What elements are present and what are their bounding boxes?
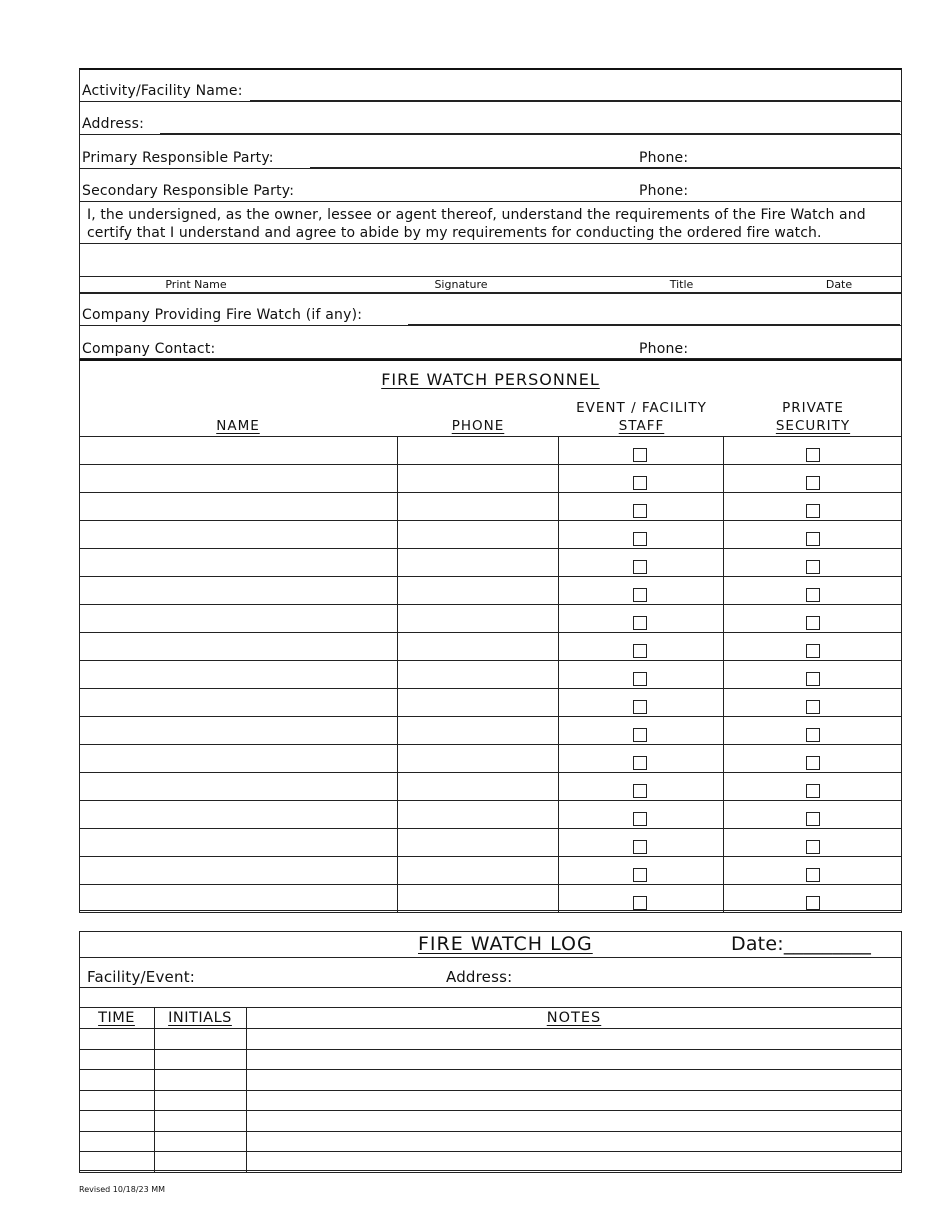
private-security-cell	[724, 437, 902, 465]
personnel-row	[80, 633, 902, 661]
personnel-row	[80, 521, 902, 549]
log-notes-cell[interactable]	[246, 1049, 901, 1070]
log-row	[80, 1131, 902, 1152]
personnel-phone-cell[interactable]	[397, 437, 559, 465]
personnel-row	[80, 605, 902, 633]
personnel-name-cell[interactable]	[80, 521, 398, 549]
log-initials-cell[interactable]	[154, 1090, 246, 1111]
log-row	[80, 1152, 902, 1173]
event-staff-checkbox[interactable]	[633, 476, 647, 490]
address-field[interactable]	[160, 133, 900, 134]
private-security-checkbox[interactable]	[806, 532, 820, 546]
log-notes-cell[interactable]	[246, 1131, 901, 1152]
private-security-checkbox[interactable]	[806, 812, 820, 826]
event-staff-cell	[559, 773, 724, 801]
signature-caption: Signature	[434, 278, 488, 291]
private-security-cell	[724, 577, 902, 605]
event-staff-cell	[559, 437, 724, 465]
event-staff-checkbox[interactable]	[633, 644, 647, 658]
personnel-row	[80, 717, 902, 745]
title-line[interactable]	[605, 276, 752, 277]
personnel-row	[80, 549, 902, 577]
private-security-checkbox[interactable]	[806, 560, 820, 574]
personnel-name-cell[interactable]	[80, 661, 398, 689]
print-name-caption: Print Name	[165, 278, 227, 291]
personnel-row	[80, 745, 902, 773]
event-staff-cell	[559, 661, 724, 689]
private-security-checkbox[interactable]	[806, 728, 820, 742]
event-staff-checkbox[interactable]	[633, 560, 647, 574]
private-security-checkbox[interactable]	[806, 672, 820, 686]
private-security-checkbox[interactable]	[806, 476, 820, 490]
private-security-cell	[724, 689, 902, 717]
company-phone-label: Phone:	[639, 341, 689, 357]
private-security-cell	[724, 633, 902, 661]
log-initials-cell[interactable]	[154, 1111, 246, 1132]
event-staff-cell	[559, 885, 724, 913]
private-security-cell	[724, 773, 902, 801]
log-initials-cell[interactable]	[154, 1049, 246, 1070]
event-staff-cell	[559, 521, 724, 549]
col-event-header-line2: STAFF	[618, 418, 665, 434]
personnel-name-cell[interactable]	[80, 605, 398, 633]
log-row	[80, 1090, 902, 1111]
personnel-phone-cell[interactable]	[397, 549, 559, 577]
event-staff-cell	[559, 745, 724, 773]
print-name-line[interactable]	[84, 276, 308, 277]
personnel-row	[80, 689, 902, 717]
private-security-cell	[724, 521, 902, 549]
log-notes-cell[interactable]	[246, 1090, 901, 1111]
personnel-phone-cell[interactable]	[397, 465, 559, 493]
event-staff-cell	[559, 717, 724, 745]
log-time-cell[interactable]	[80, 1111, 155, 1132]
private-security-cell	[724, 465, 902, 493]
log-row	[80, 1029, 902, 1050]
row-divider	[79, 243, 902, 244]
personnel-name-cell[interactable]	[80, 857, 398, 885]
personnel-phone-cell[interactable]	[397, 857, 559, 885]
revised-note: Revised 10/18/23 MM	[79, 1185, 166, 1194]
event-staff-checkbox[interactable]	[633, 756, 647, 770]
log-initials-cell[interactable]	[154, 1152, 246, 1173]
personnel-row	[80, 437, 902, 465]
event-staff-checkbox[interactable]	[633, 840, 647, 854]
row-divider	[79, 957, 902, 958]
company-providing-label: Company Providing Fire Watch (if any):	[82, 307, 363, 323]
private-security-cell	[724, 549, 902, 577]
log-notes-cell[interactable]	[246, 1070, 901, 1091]
log-address-label: Address:	[446, 968, 513, 986]
private-security-cell	[724, 801, 902, 829]
personnel-row	[80, 465, 902, 493]
personnel-phone-cell[interactable]	[397, 689, 559, 717]
personnel-row	[80, 661, 902, 689]
personnel-row	[80, 801, 902, 829]
address-label: Address:	[82, 116, 145, 132]
log-title: FIRE WATCH LOG	[418, 933, 593, 955]
log-table	[79, 1028, 902, 1173]
personnel-name-cell[interactable]	[80, 493, 398, 521]
personnel-title: FIRE WATCH PERSONNEL	[381, 370, 600, 389]
log-time-cell[interactable]	[80, 1029, 155, 1050]
log-facility-label: Facility/Event:	[87, 968, 196, 986]
private-security-cell	[724, 661, 902, 689]
personnel-phone-cell[interactable]	[397, 521, 559, 549]
col-event-header-line1: EVENT / FACILITY	[576, 400, 707, 416]
event-staff-checkbox[interactable]	[633, 588, 647, 602]
private-security-checkbox[interactable]	[806, 616, 820, 630]
title-caption: Title	[669, 278, 694, 291]
activity-facility-label: Activity/Facility Name:	[82, 83, 243, 99]
log-row	[80, 1111, 902, 1132]
event-staff-cell	[559, 829, 724, 857]
personnel-name-cell[interactable]	[80, 745, 398, 773]
personnel-row	[80, 885, 902, 913]
col-time-header: TIME	[98, 1010, 135, 1026]
event-staff-cell	[559, 605, 724, 633]
personnel-name-cell[interactable]	[80, 465, 398, 493]
personnel-row	[80, 577, 902, 605]
personnel-phone-cell[interactable]	[397, 661, 559, 689]
event-staff-checkbox[interactable]	[633, 812, 647, 826]
row-divider	[79, 101, 902, 102]
section-divider	[79, 292, 902, 294]
activity-facility-field[interactable]	[250, 100, 900, 101]
col-name-header: NAME	[216, 418, 260, 434]
personnel-phone-cell[interactable]	[397, 829, 559, 857]
event-staff-checkbox[interactable]	[633, 504, 647, 518]
row-divider	[79, 201, 902, 202]
row-divider	[79, 325, 902, 326]
event-staff-cell	[559, 633, 724, 661]
personnel-phone-cell[interactable]	[397, 773, 559, 801]
private-security-checkbox[interactable]	[806, 868, 820, 882]
personnel-name-cell[interactable]	[80, 633, 398, 661]
log-time-cell[interactable]	[80, 1152, 155, 1173]
certification-statement: I, the undersigned, as the owner, lessee or agent thereof, understand the requirements of the Fire Watch and certify that I understand and agree to abide by my requirements for conducting the ordered fire watch.	[87, 207, 866, 241]
personnel-phone-cell[interactable]	[397, 633, 559, 661]
personnel-name-cell[interactable]	[80, 885, 398, 913]
private-security-cell	[724, 717, 902, 745]
log-row	[80, 1070, 902, 1091]
personnel-phone-cell[interactable]	[397, 605, 559, 633]
date-line[interactable]	[771, 276, 902, 277]
col-notes-header: NOTES	[546, 1010, 602, 1026]
log-initials-cell[interactable]	[154, 1070, 246, 1091]
log-row	[80, 1049, 902, 1070]
private-security-checkbox[interactable]	[806, 448, 820, 462]
personnel-name-cell[interactable]	[80, 717, 398, 745]
private-security-cell	[724, 885, 902, 913]
personnel-name-cell[interactable]	[80, 689, 398, 717]
private-security-checkbox[interactable]	[806, 840, 820, 854]
personnel-table	[79, 436, 902, 913]
log-notes-cell[interactable]	[246, 1111, 901, 1132]
col-private-header-line1: PRIVATE	[782, 400, 844, 416]
row-divider	[79, 1007, 902, 1008]
private-security-checkbox[interactable]	[806, 644, 820, 658]
event-staff-cell	[559, 801, 724, 829]
private-security-checkbox[interactable]	[806, 504, 820, 518]
personnel-phone-cell[interactable]	[397, 801, 559, 829]
row-divider	[79, 134, 902, 135]
private-security-checkbox[interactable]	[806, 588, 820, 602]
primary-party-label: Primary Responsible Party:	[82, 150, 274, 166]
col-private-header-line2: SECURITY	[775, 418, 851, 434]
event-staff-cell	[559, 465, 724, 493]
row-divider	[79, 987, 902, 988]
personnel-phone-cell[interactable]	[397, 493, 559, 521]
col-phone-header: PHONE	[451, 418, 505, 434]
event-staff-checkbox[interactable]	[633, 728, 647, 742]
private-security-cell	[724, 857, 902, 885]
event-staff-checkbox[interactable]	[633, 532, 647, 546]
log-time-cell[interactable]	[80, 1090, 155, 1111]
event-staff-cell	[559, 689, 724, 717]
personnel-phone-cell[interactable]	[397, 717, 559, 745]
personnel-name-cell[interactable]	[80, 773, 398, 801]
primary-phone-label: Phone:	[639, 150, 689, 166]
personnel-name-cell[interactable]	[80, 549, 398, 577]
personnel-name-cell[interactable]	[80, 577, 398, 605]
log-initials-cell[interactable]	[154, 1131, 246, 1152]
personnel-phone-cell[interactable]	[397, 577, 559, 605]
private-security-checkbox[interactable]	[806, 896, 820, 910]
personnel-name-cell[interactable]	[80, 437, 398, 465]
event-staff-checkbox[interactable]	[633, 672, 647, 686]
company-contact-label: Company Contact:	[82, 341, 216, 357]
personnel-row	[80, 773, 902, 801]
row-divider	[79, 168, 902, 169]
log-time-cell[interactable]	[80, 1049, 155, 1070]
private-security-checkbox[interactable]	[806, 756, 820, 770]
private-security-cell	[724, 493, 902, 521]
event-staff-checkbox[interactable]	[633, 700, 647, 714]
log-time-cell[interactable]	[80, 1070, 155, 1091]
event-staff-checkbox[interactable]	[633, 616, 647, 630]
private-security-checkbox[interactable]	[806, 700, 820, 714]
event-staff-cell	[559, 577, 724, 605]
company-providing-field[interactable]	[408, 324, 900, 325]
secondary-party-label: Secondary Responsible Party:	[82, 183, 295, 199]
log-date-label[interactable]: Date:_________	[731, 933, 872, 955]
personnel-phone-cell[interactable]	[397, 885, 559, 913]
signature-line[interactable]	[331, 276, 585, 277]
log-notes-cell[interactable]	[246, 1152, 901, 1173]
col-initials-header: INITIALS	[168, 1010, 232, 1026]
personnel-phone-cell[interactable]	[397, 745, 559, 773]
personnel-row	[80, 857, 902, 885]
private-security-checkbox[interactable]	[806, 784, 820, 798]
secondary-phone-label: Phone:	[639, 183, 689, 199]
event-staff-cell	[559, 549, 724, 577]
private-security-cell	[724, 605, 902, 633]
primary-party-field[interactable]	[310, 167, 900, 168]
event-staff-checkbox[interactable]	[633, 896, 647, 910]
event-staff-checkbox[interactable]	[633, 448, 647, 462]
log-initials-cell[interactable]	[154, 1029, 246, 1050]
date-caption: Date	[825, 278, 853, 291]
private-security-cell	[724, 829, 902, 857]
event-staff-checkbox[interactable]	[633, 868, 647, 882]
log-time-cell[interactable]	[80, 1131, 155, 1152]
personnel-row	[80, 829, 902, 857]
log-notes-cell[interactable]	[246, 1029, 901, 1050]
personnel-row	[80, 493, 902, 521]
event-staff-cell	[559, 857, 724, 885]
personnel-name-cell[interactable]	[80, 829, 398, 857]
private-security-cell	[724, 745, 902, 773]
personnel-name-cell[interactable]	[80, 801, 398, 829]
event-staff-cell	[559, 493, 724, 521]
event-staff-checkbox[interactable]	[633, 784, 647, 798]
